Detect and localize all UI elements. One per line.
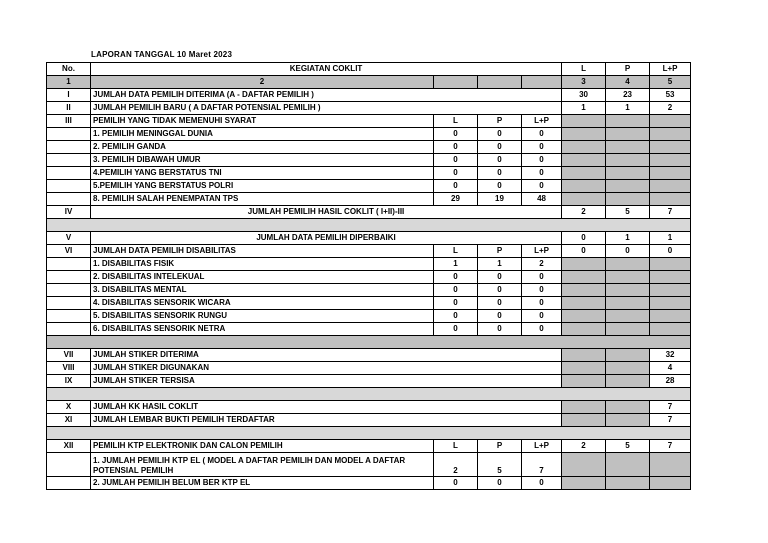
header-l: L: [562, 63, 606, 76]
item-label: 1. JUMLAH PEMILIH KTP EL ( MODEL A DAFTAR PEMILIH DAN MODEL A DAFTAR POTENSIAL PEMILIH: [91, 453, 434, 477]
item-lp: 0: [522, 323, 562, 336]
list-item: [47, 193, 691, 206]
list-item: [47, 284, 691, 297]
row-label: JUMLAH DATA PEMILIH DIPERBAIKI: [91, 232, 562, 245]
coklit-report-table: [46, 62, 691, 490]
index-1: 1: [47, 76, 91, 89]
table-row: [47, 102, 691, 115]
row-lp: 2: [650, 102, 691, 115]
item-label: 4. DISABILITAS SENSORIK WICARA: [91, 297, 434, 310]
header-no: No.: [47, 63, 91, 76]
spacer-row: [47, 336, 691, 349]
row-no: VI: [47, 245, 91, 258]
row-lp: 7: [650, 206, 691, 219]
item-p: 0: [478, 128, 522, 141]
row-lp: 1: [650, 232, 691, 245]
item-l: 29: [434, 193, 478, 206]
item-label: 4.PEMILIH YANG BERSTATUS TNI: [91, 167, 434, 180]
table-row: [47, 206, 691, 219]
item-p: 0: [478, 284, 522, 297]
table-row: [47, 375, 691, 388]
item-label: 2. DISABILITAS INTELEKUAL: [91, 271, 434, 284]
subheader-lp: L+P: [522, 245, 562, 258]
item-l: 0: [434, 154, 478, 167]
row-lp: 4: [650, 362, 691, 375]
list-item: [47, 477, 691, 490]
item-label: 5.PEMILIH YANG BERSTATUS POLRI: [91, 180, 434, 193]
table-row: [47, 232, 691, 245]
item-l: 1: [434, 258, 478, 271]
table-row: [47, 115, 691, 128]
item-l: 2: [434, 453, 478, 477]
row-lp: 7: [650, 401, 691, 414]
header-row: [47, 63, 691, 76]
item-lp: 48: [522, 193, 562, 206]
row-no: XII: [47, 440, 91, 453]
subheader-l: L: [434, 245, 478, 258]
item-l: 0: [434, 323, 478, 336]
row-label: PEMILIH KTP ELEKTRONIK DAN CALON PEMILIH: [91, 440, 434, 453]
item-l: 0: [434, 477, 478, 490]
item-p: 0: [478, 154, 522, 167]
list-item: [47, 297, 691, 310]
row-label: JUMLAH KK HASIL COKLIT: [91, 401, 562, 414]
item-p: 0: [478, 271, 522, 284]
item-label: 1. DISABILITAS FISIK: [91, 258, 434, 271]
list-item: [47, 128, 691, 141]
row-label: JUMLAH PEMILIH BARU ( A DAFTAR POTENSIAL PEMILIH ): [91, 102, 562, 115]
item-l: 0: [434, 297, 478, 310]
subheader-lp: L+P: [522, 115, 562, 128]
row-l: 1: [562, 102, 606, 115]
index-3: 3: [562, 76, 606, 89]
subheader-l: L: [434, 115, 478, 128]
report-title: LAPORAN TANGGAL 10 Maret 2023: [91, 50, 233, 59]
list-item: [47, 180, 691, 193]
subheader-lp: L+P: [522, 440, 562, 453]
table-row: [47, 362, 691, 375]
item-label: 5. DISABILITAS SENSORIK RUNGU: [91, 310, 434, 323]
row-label: JUMLAH PEMILIH HASIL COKLIT ( I+II)-III: [91, 206, 562, 219]
item-l: 0: [434, 167, 478, 180]
item-lp: 0: [522, 167, 562, 180]
row-l: 2: [562, 440, 606, 453]
index-row: [47, 76, 691, 89]
row-label: JUMLAH LEMBAR BUKTI PEMILIH TERDAFTAR: [91, 414, 562, 427]
spacer-row: [47, 427, 691, 440]
item-label: 1. PEMILIH MENINGGAL DUNIA: [91, 128, 434, 141]
item-lp: 0: [522, 141, 562, 154]
item-l: 0: [434, 310, 478, 323]
item-p: 0: [478, 310, 522, 323]
item-lp: 0: [522, 284, 562, 297]
row-label: JUMLAH STIKER TERSISA: [91, 375, 562, 388]
row-label: JUMLAH DATA PEMILIH DITERIMA (A - DAFTAR PEMILIH ): [91, 89, 562, 102]
item-label: 3. DISABILITAS MENTAL: [91, 284, 434, 297]
item-p: 0: [478, 477, 522, 490]
index-2: 2: [91, 76, 434, 89]
item-lp: 0: [522, 128, 562, 141]
list-item: [47, 167, 691, 180]
subheader-p: P: [478, 245, 522, 258]
row-p: 1: [606, 232, 650, 245]
row-lp: 7: [650, 414, 691, 427]
row-label: JUMLAH DATA PEMILIH DISABILITAS: [91, 245, 434, 258]
item-label: 6. DISABILITAS SENSORIK NETRA: [91, 323, 434, 336]
table-row: [47, 349, 691, 362]
item-lp: 2: [522, 258, 562, 271]
row-no: II: [47, 102, 91, 115]
list-item: [47, 258, 691, 271]
row-p: 23: [606, 89, 650, 102]
list-item: [47, 310, 691, 323]
item-p: 1: [478, 258, 522, 271]
row-l: 30: [562, 89, 606, 102]
item-label: 8. PEMILIH SALAH PENEMPATAN TPS: [91, 193, 434, 206]
item-lp: 0: [522, 477, 562, 490]
table-row: [47, 414, 691, 427]
item-l: 0: [434, 271, 478, 284]
item-p: 19: [478, 193, 522, 206]
item-p: 0: [478, 167, 522, 180]
row-no: XI: [47, 414, 91, 427]
item-lp: 0: [522, 154, 562, 167]
list-item: [47, 141, 691, 154]
row-l: 0: [562, 245, 606, 258]
item-p: 0: [478, 297, 522, 310]
subheader-l: L: [434, 440, 478, 453]
list-item: [47, 453, 691, 477]
spacer-row: [47, 219, 691, 232]
item-label: 2. PEMILIH GANDA: [91, 141, 434, 154]
item-p: 0: [478, 323, 522, 336]
row-no: III: [47, 115, 91, 128]
row-label: PEMILIH YANG TIDAK MEMENUHI SYARAT: [91, 115, 434, 128]
spacer-row: [47, 388, 691, 401]
index-4: 4: [606, 76, 650, 89]
table-row: [47, 89, 691, 102]
row-p: 5: [606, 206, 650, 219]
row-p: 1: [606, 102, 650, 115]
subheader-p: P: [478, 440, 522, 453]
item-lp: 0: [522, 271, 562, 284]
row-no: IX: [47, 375, 91, 388]
list-item: [47, 154, 691, 167]
row-p: 0: [606, 245, 650, 258]
item-lp: 0: [522, 180, 562, 193]
row-no: I: [47, 89, 91, 102]
index-5: 5: [650, 76, 691, 89]
header-kegiatan: KEGIATAN COKLIT: [91, 63, 562, 76]
item-label: 3. PEMILIH DIBAWAH UMUR: [91, 154, 434, 167]
row-lp: 32: [650, 349, 691, 362]
row-no: X: [47, 401, 91, 414]
list-item: [47, 271, 691, 284]
row-lp: 0: [650, 245, 691, 258]
item-lp: 7: [522, 453, 562, 477]
row-l: 2: [562, 206, 606, 219]
item-lp: 0: [522, 297, 562, 310]
table-row: [47, 401, 691, 414]
row-label: JUMLAH STIKER DITERIMA: [91, 349, 562, 362]
table-row: [47, 440, 691, 453]
list-item: [47, 323, 691, 336]
item-p: 0: [478, 141, 522, 154]
header-lp: L+P: [650, 63, 691, 76]
table-row: [47, 245, 691, 258]
item-l: 0: [434, 284, 478, 297]
item-p: 0: [478, 180, 522, 193]
item-lp: 0: [522, 310, 562, 323]
row-lp: 53: [650, 89, 691, 102]
item-p: 5: [478, 453, 522, 477]
row-no: V: [47, 232, 91, 245]
item-label: 2. JUMLAH PEMILIH BELUM BER KTP EL: [91, 477, 434, 490]
row-no: IV: [47, 206, 91, 219]
row-p: 5: [606, 440, 650, 453]
item-l: 0: [434, 128, 478, 141]
item-l: 0: [434, 141, 478, 154]
row-lp: 7: [650, 440, 691, 453]
item-l: 0: [434, 180, 478, 193]
header-p: P: [606, 63, 650, 76]
row-no: VII: [47, 349, 91, 362]
row-lp: 28: [650, 375, 691, 388]
row-no: VIII: [47, 362, 91, 375]
row-label: JUMLAH STIKER DIGUNAKAN: [91, 362, 562, 375]
row-l: 0: [562, 232, 606, 245]
subheader-p: P: [478, 115, 522, 128]
